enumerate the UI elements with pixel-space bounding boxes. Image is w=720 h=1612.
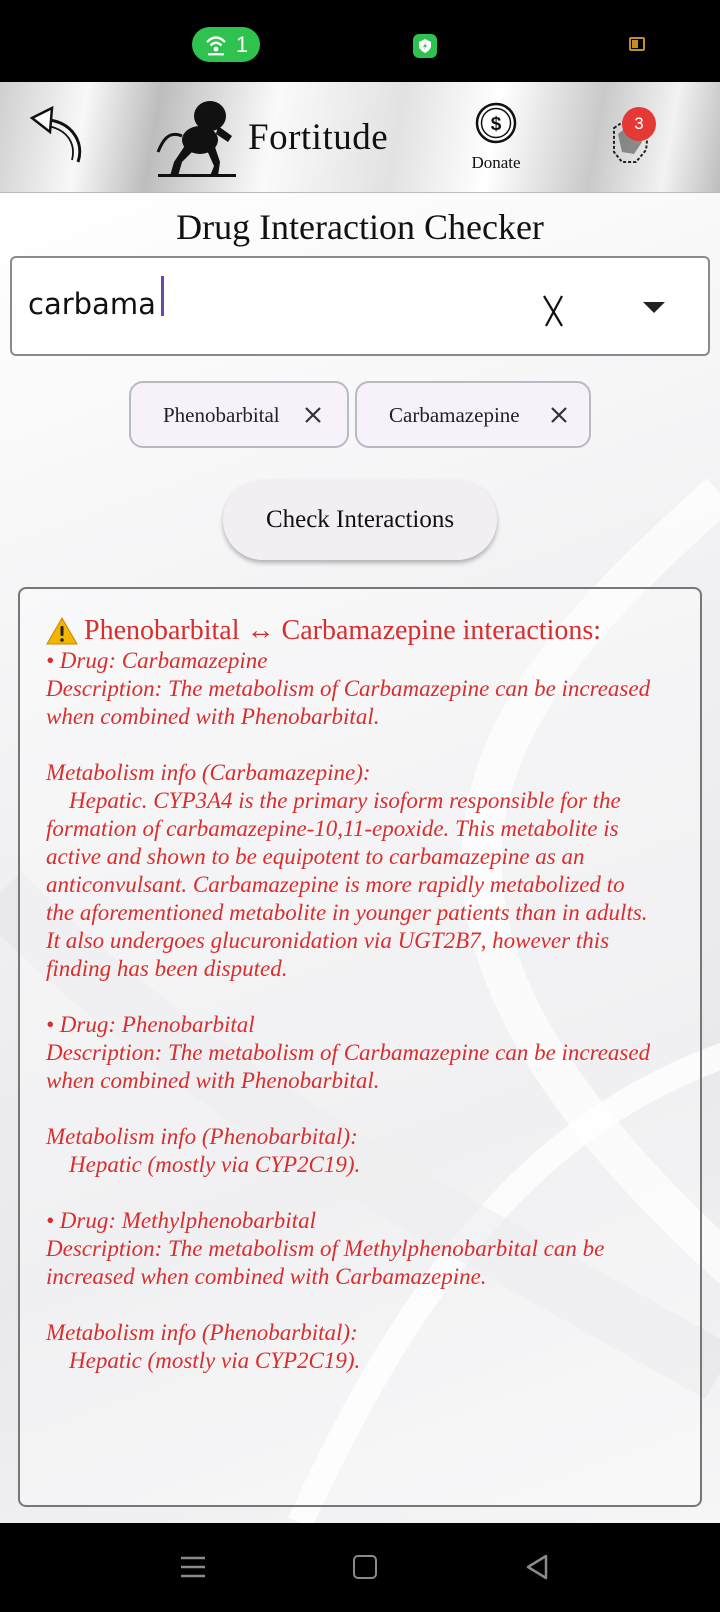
result-line: anticonvulsant. Carbamazepine is more rapidly metabolized to [46, 872, 625, 897]
result-line [46, 1291, 686, 1319]
chip-label: Phenobarbital [163, 403, 280, 427]
navigation-bar [0, 1523, 720, 1612]
hotspot-count: 1 [235, 31, 249, 57]
result-line: • Drug: Carbamazepine [46, 648, 268, 673]
text-caret [161, 276, 164, 316]
result-line: • Drug: Phenobarbital [46, 1012, 255, 1037]
back-button[interactable] [28, 104, 88, 166]
result-line [46, 983, 686, 1011]
warning-icon [46, 616, 78, 646]
result-line: Description: The metabolism of Carbamazepine can be increased [46, 676, 651, 701]
status-bar [0, 0, 720, 82]
result-line: Description: The metabolism of Methylphenobarbital can be [46, 1236, 605, 1261]
hotspot-indicator [192, 27, 260, 62]
home-icon[interactable] [353, 1555, 377, 1579]
app-title: Fortitude [248, 117, 389, 158]
result-line: Description: The metabolism of Carbamazepine can be increased [46, 1040, 651, 1065]
back-icon[interactable] [524, 1553, 550, 1581]
page-title: Drug Interaction Checker [176, 207, 544, 247]
result-line: • Drug: Methylphenobarbital [46, 1208, 316, 1233]
result-line: when combined with Phenobarbital. [46, 704, 380, 729]
result-line: Metabolism info (Phenobarbital): [46, 1124, 358, 1149]
result-line: active and shown to be equipotent to carbamazepine as an [46, 844, 585, 869]
svg-text:$: $ [490, 114, 502, 135]
drug-search-input[interactable] [28, 278, 498, 330]
clear-icon[interactable] [538, 292, 570, 328]
result-line: It also undergoes glucuronidation via UGT2B7, however this [46, 928, 610, 953]
dollar-coin-icon [475, 102, 517, 144]
donate-button[interactable] [466, 102, 526, 174]
chip-drug[interactable] [129, 381, 349, 448]
cart-badge: 3 [622, 107, 656, 141]
result-line: the aforementioned metabolite in younger patients than in adults. [46, 900, 648, 925]
result-line: Metabolism info (Phenobarbital): [46, 1320, 358, 1345]
close-icon[interactable] [549, 405, 569, 425]
results-panel [18, 587, 702, 1507]
hotspot-icon [204, 34, 228, 56]
result-line: increased when combined with Carbamazepine. [46, 1264, 487, 1289]
result-line [46, 1095, 686, 1123]
donate-label: Donate [471, 153, 521, 172]
results-body [46, 647, 686, 1375]
result-line: finding has been disputed. [46, 956, 288, 981]
result-line: formation of carbamazepine-10,11-epoxide. This metabolite is [46, 816, 619, 841]
back-arrow-icon [28, 104, 88, 166]
chevron-down-icon[interactable] [643, 302, 665, 313]
result-line [46, 1179, 686, 1207]
result-line: Hepatic (mostly via CYP2C19). [46, 1348, 361, 1373]
shield-icon [413, 34, 437, 58]
check-interactions-button[interactable]: Check Interactions [223, 480, 497, 560]
chip-label: Carbamazepine [389, 403, 520, 427]
results-header-text: Phenobarbital ↔ Carbamazepine interactions: [84, 615, 602, 646]
chip-drug[interactable] [355, 381, 591, 448]
result-line [46, 731, 686, 759]
battery-icon [629, 37, 645, 51]
result-line: Hepatic. CYP3A4 is the primary isoform responsible for the [46, 788, 621, 813]
lion-logo [156, 96, 238, 178]
result-line: Hepatic (mostly via CYP2C19). [46, 1152, 361, 1177]
close-icon[interactable] [303, 405, 323, 425]
result-line: when combined with Phenobarbital. [46, 1068, 380, 1093]
result-line: Metabolism info (Carbamazepine): [46, 760, 371, 785]
drug-search-box [10, 256, 710, 356]
results-header [46, 615, 686, 647]
app-header [0, 82, 720, 193]
menu-icon[interactable] [180, 1556, 206, 1578]
